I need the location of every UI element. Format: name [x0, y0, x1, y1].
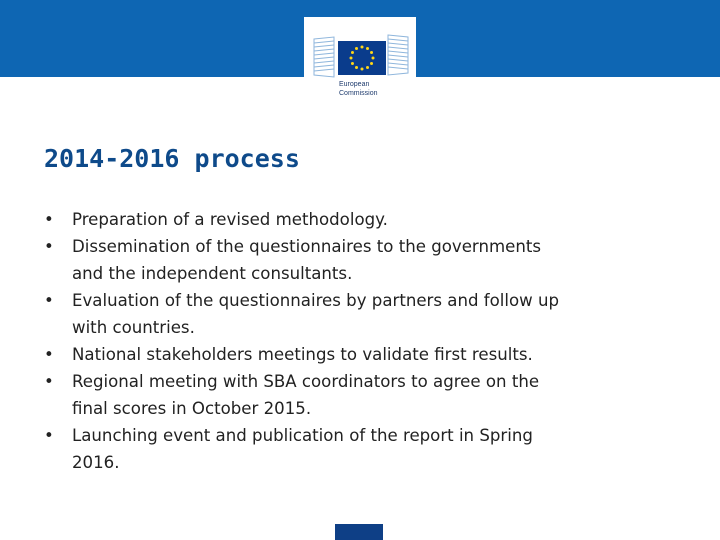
footer-mark — [335, 524, 383, 540]
bullet-text: Evaluation of the questionnaires by partners and follow up — [72, 291, 560, 310]
bullet-text-continued: final scores in October 2015. — [72, 399, 312, 418]
bullet-text-continued: and the independent consultants. — [72, 264, 353, 283]
bullet-text: Launching event and publication of the report in Spring — [72, 426, 533, 445]
bullet-text: Regional meeting with SBA coordinators to agree on the — [72, 372, 540, 391]
flag-star-icon — [355, 47, 358, 50]
bullet-text-continued: 2016. — [72, 453, 120, 472]
logo-wordmark — [339, 80, 409, 98]
flag-star-icon — [351, 62, 354, 65]
bullet-item — [44, 287, 684, 341]
flag-star-icon — [355, 66, 358, 69]
bullet-text-continued: with countries. — [72, 318, 195, 337]
flag-star-icon — [372, 57, 375, 60]
flag-star-icon — [361, 68, 364, 71]
bullet-item — [44, 206, 684, 233]
bullet-item — [44, 368, 684, 422]
flag-star-icon — [370, 51, 373, 54]
flag-star-icon — [351, 51, 354, 54]
logo-line-commission: Commission — [339, 90, 378, 97]
flag-star-icon — [370, 62, 373, 65]
bullet-item — [44, 233, 684, 287]
slide-title: 2014-2016 process — [44, 144, 300, 173]
flag-star-icon — [366, 47, 369, 50]
bullet-dot-icon: • — [44, 372, 54, 391]
logo-line-european: European — [339, 81, 370, 88]
flag-star-icon — [366, 66, 369, 69]
flag-star-icon — [361, 46, 364, 49]
bullet-text: Dissemination of the questionnaires to the governments — [72, 237, 542, 256]
bullet-dot-icon: • — [44, 345, 54, 364]
flag-star-icon — [350, 57, 353, 60]
bullet-dot-icon: • — [44, 210, 54, 229]
bullet-item — [44, 341, 684, 368]
bullet-dot-icon: • — [44, 237, 54, 256]
bullet-dot-icon: • — [44, 291, 54, 310]
bullet-list — [44, 206, 684, 476]
bullet-item — [44, 422, 684, 476]
bullet-text: National stakeholders meetings to validate first results. — [72, 345, 533, 364]
bullet-text: Preparation of a revised methodology. — [72, 210, 388, 229]
european-commission-logo — [304, 17, 416, 102]
bullet-dot-icon: • — [44, 426, 54, 445]
